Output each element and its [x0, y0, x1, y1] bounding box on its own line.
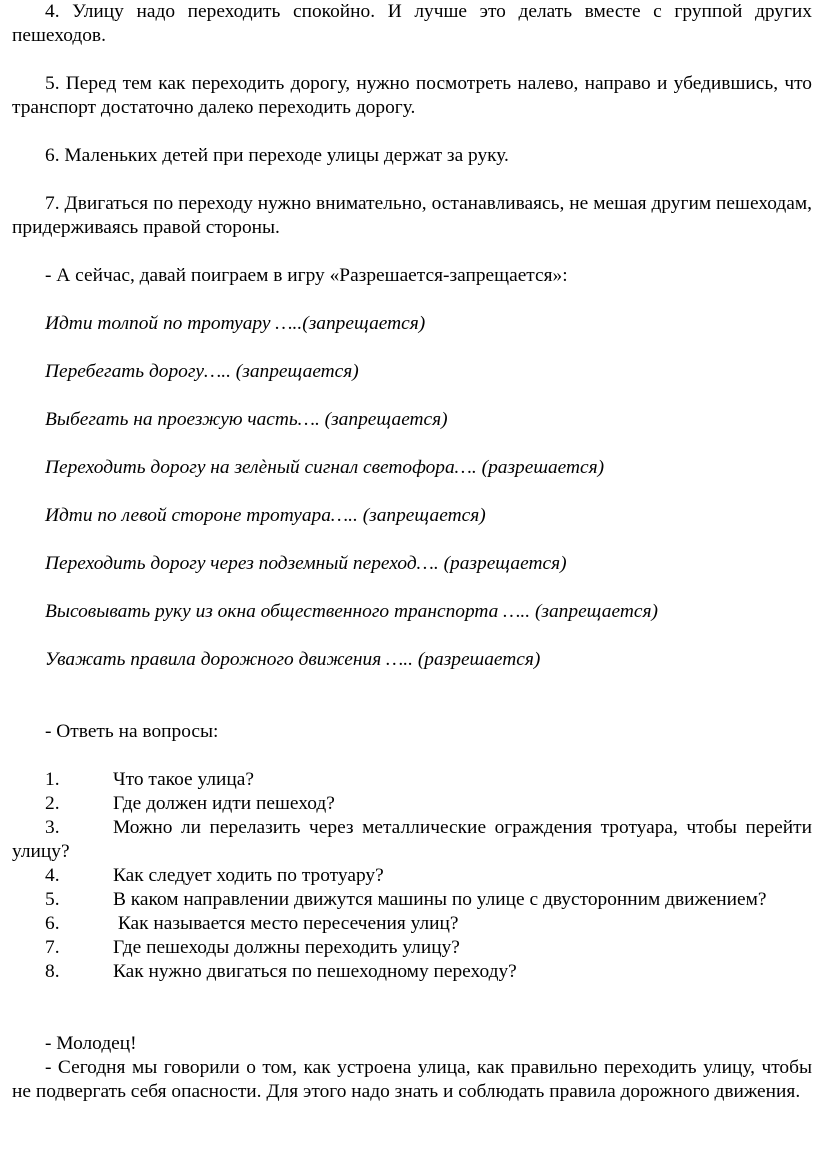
question-item [12, 888, 812, 912]
game-item: Уважать правила дорожного движения ….. (разрешается) [45, 649, 541, 670]
question-item [12, 768, 812, 792]
question-item [12, 792, 812, 816]
question-item [12, 912, 812, 936]
question-number: 1. [45, 769, 60, 790]
conclusion: - Сегодня мы говорили о том, как устроена улица, как правильно переходить улицу, чтобы не подвергать себя опасности. Для этого надо знать и соблюдать правила дорожного движения. [12, 1057, 812, 1102]
question-number: 5. [45, 889, 60, 910]
question-item [12, 936, 812, 960]
rule-7: 7. Двигаться по переходу нужно внимательно, останавливаясь, не мешая другим пешеходам, придерживаясь правой стороны. [12, 193, 812, 238]
question-item [12, 864, 812, 888]
question-number: 4. [45, 865, 60, 886]
question-text: Как называется место пересечения улиц? [113, 913, 459, 934]
game-item: Переходить дорогу на зелѐный сигнал светофора…. (разрешается) [45, 457, 605, 478]
question-item [12, 816, 812, 864]
game-intro: - А сейчас, давай поиграем в игру «Разрешается-запрещается»: [45, 265, 568, 286]
game-item: Переходить дорогу через подземный переход…. (разрещается) [45, 553, 567, 574]
question-text: Можно ли перелазить через металлические ограждения тротуара, чтобы перейти улицу? [12, 817, 812, 862]
game-item: Выбегать на проезжую часть…. (запрещается) [45, 409, 448, 430]
questions-list [12, 768, 812, 984]
question-number: 3. [45, 817, 60, 838]
question-text: Что такое улица? [113, 769, 254, 790]
game-item: Высовывать руку из окна общественного транспорта ….. (запрещается) [45, 601, 658, 622]
question-text: Как нужно двигаться по пешеходному переходу? [113, 961, 517, 982]
questions-intro: - Ответь на вопросы: [45, 721, 219, 742]
question-number: 2. [45, 793, 60, 814]
question-item [12, 960, 812, 984]
rule-4: 4. Улицу надо переходить спокойно. И лучше это делать вместе с группой других пешеходов. [12, 1, 812, 46]
question-text: Как следует ходить по тротуару? [113, 865, 384, 886]
game-item: Перебегать дорогу….. (запрещается) [45, 361, 359, 382]
game-item: Идти толпой по тротуару …..(запрещается) [45, 313, 426, 334]
question-text: В каком направлении движутся машины по улице с двусторонним движением? [113, 889, 767, 910]
rule-5: 5. Перед тем как переходить дорогу, нужно посмотреть налево, направо и убедившись, что транспорт достаточно далеко переходить дорогу. [12, 73, 812, 118]
question-number: 6. [45, 913, 60, 934]
question-text: Где пешеходы должны переходить улицу? [113, 937, 460, 958]
question-number: 8. [45, 961, 60, 982]
question-text: Где должен идти пешеход? [113, 793, 335, 814]
question-number: 7. [45, 937, 60, 958]
rule-6: 6. Маленьких детей при переходе улицы держат за руку. [45, 145, 509, 166]
game-item: Идти по левой стороне тротуара….. (запрещается) [45, 505, 486, 526]
praise: - Молодец! [45, 1033, 137, 1054]
